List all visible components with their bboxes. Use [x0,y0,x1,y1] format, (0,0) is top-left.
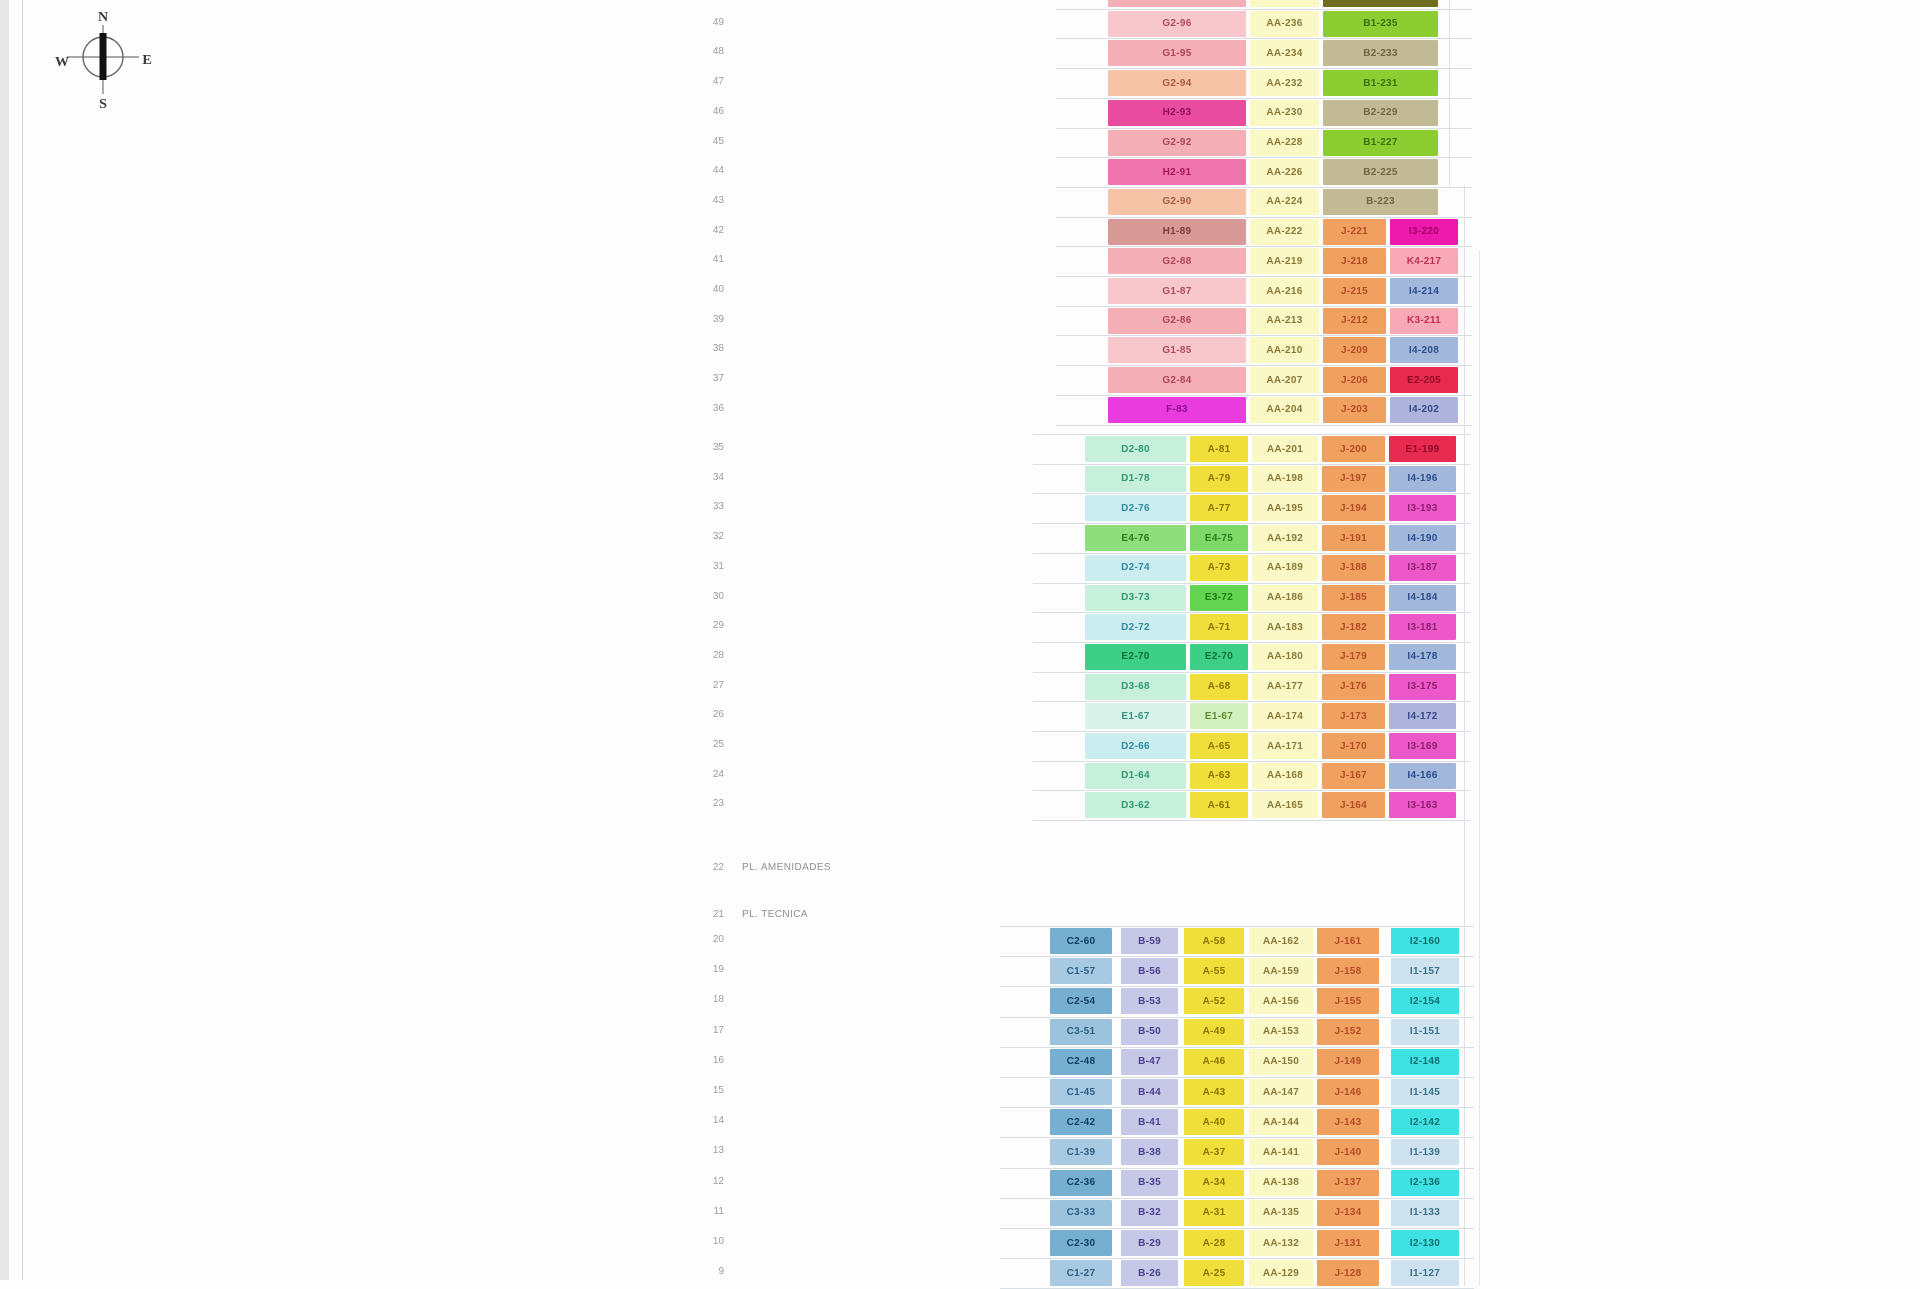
unit-cell: AA-228 [1250,130,1319,156]
floor-number: 39 [712,313,724,325]
unit-cell: J-143 [1317,1109,1379,1135]
unit-cell: I2-148 [1391,1049,1459,1075]
unit-cell: E1-67 [1190,703,1248,729]
unit-cell: AA-147 [1249,1079,1313,1105]
floor-number: 16 [712,1054,724,1066]
unit-cell [1250,0,1319,7]
unit-cell: B-56 [1121,958,1178,984]
floor-line [1033,672,1470,673]
unit-cell: J-221 [1323,219,1386,245]
unit-cell: AA-153 [1249,1019,1313,1045]
unit-cell: B-41 [1121,1109,1178,1135]
unit-cell: E2-70 [1190,644,1248,670]
unit-cell: D1-64 [1085,763,1186,789]
unit-cell: C1-27 [1050,1260,1112,1286]
floor-number: 28 [712,649,724,661]
unit-cell: AA-232 [1250,70,1319,96]
unit-cell: I2-154 [1391,988,1459,1014]
unit-cell: AA-138 [1249,1170,1313,1196]
unit-cell: G1-85 [1108,337,1246,363]
unit-cell: I2-160 [1391,928,1459,954]
floor-line [1000,926,1474,927]
unit-cell: J-209 [1323,337,1386,363]
unit-cell: J-200 [1322,436,1385,462]
floor-number: 33 [712,501,724,513]
unit-cell: H1-89 [1108,219,1246,245]
floor-line [1056,425,1472,426]
floor-line [1056,395,1472,396]
floor-number: 40 [712,284,724,295]
floor-number: 22 [712,862,724,873]
floor-number: 17 [712,1024,724,1036]
floor-line [1056,38,1472,39]
unit-cell: AA-224 [1250,189,1319,215]
unit-cell: C2-54 [1050,988,1112,1014]
unit-cell: D2-76 [1085,495,1186,521]
unit-cell: D3-62 [1085,792,1186,818]
unit-cell: I1-127 [1391,1260,1459,1286]
floor-number: 31 [712,560,724,572]
unit-cell: C2-60 [1050,928,1112,954]
unit-cell [1323,0,1438,7]
facade-edge-line [1464,186,1465,1286]
floor-number: 41 [712,254,724,266]
floor-number: 29 [712,620,724,632]
floor-line [1000,1017,1474,1018]
unit-cell: A-37 [1184,1139,1244,1165]
unit-cell: J-197 [1322,466,1385,492]
floor-line [1033,642,1470,643]
unit-cell: B-32 [1121,1200,1178,1226]
unit-cell: A-31 [1184,1200,1244,1226]
unit-cell: J-164 [1322,792,1385,818]
unit-cell: C3-51 [1050,1019,1112,1045]
sheet-edge-line [22,0,23,1280]
unit-cell: AA-192 [1252,525,1318,551]
floor-number: 42 [712,224,724,236]
unit-cell: K4-217 [1390,248,1458,274]
unit-cell: D2-74 [1085,555,1186,581]
unit-cell: I3-187 [1389,555,1456,581]
unit-cell: D2-72 [1085,614,1186,640]
unit-cell: B-223 [1323,189,1438,215]
floor-number: 30 [712,590,724,602]
floor-line [1000,1198,1474,1199]
compass-label-west: W [55,55,69,70]
floor-number: 27 [712,679,724,691]
unit-cell: I4-178 [1389,644,1456,670]
floor-line [1056,276,1472,277]
floor-number: 47 [712,76,724,88]
floor-line [1056,9,1472,10]
unit-cell: AA-210 [1250,337,1319,363]
floor-note: PL. AMENIDADES [742,862,831,873]
unit-cell: J-215 [1323,278,1386,304]
floor-number: 38 [712,343,724,355]
unit-cell: D2-80 [1085,436,1186,462]
unit-cell: B-38 [1121,1139,1178,1165]
unit-cell: A-63 [1190,763,1248,789]
floor-note: PL. TECNICA [742,909,808,920]
unit-cell: F-83 [1108,397,1246,423]
unit-cell: AA-226 [1250,159,1319,185]
unit-cell: AA-216 [1250,278,1319,304]
unit-cell: I4-184 [1389,585,1456,611]
unit-cell: I1-145 [1391,1079,1459,1105]
unit-cell: C3-33 [1050,1200,1112,1226]
floor-number: 48 [712,46,724,58]
unit-cell: E4-75 [1190,525,1248,551]
unit-cell: AA-144 [1249,1109,1313,1135]
unit-cell: J-140 [1317,1139,1379,1165]
unit-cell: A-81 [1190,436,1248,462]
unit-cell: A-28 [1184,1230,1244,1256]
unit-cell: C1-39 [1050,1139,1112,1165]
floor-line [1056,217,1472,218]
unit-cell: I3-220 [1390,219,1458,245]
unit-cell: AA-183 [1252,614,1318,640]
unit-cell: G2-94 [1108,70,1246,96]
unit-cell: D3-68 [1085,674,1186,700]
floor-number: 45 [712,135,724,147]
unit-cell: I3-169 [1389,733,1456,759]
floor-number: 35 [712,442,724,453]
unit-cell: E2-205 [1390,367,1458,393]
floor-line [1056,68,1472,69]
floor-line [1033,790,1470,791]
unit-cell: A-77 [1190,495,1248,521]
floor-number: 24 [712,768,724,780]
unit-cell: AA-168 [1252,763,1318,789]
unit-cell: E3-72 [1190,585,1248,611]
unit-cell: D1-78 [1085,466,1186,492]
unit-cell: B-35 [1121,1170,1178,1196]
unit-cell: A-34 [1184,1170,1244,1196]
unit-cell: A-68 [1190,674,1248,700]
floor-number: 26 [712,709,724,721]
unit-cell: J-146 [1317,1079,1379,1105]
unit-cell: AA-177 [1252,674,1318,700]
unit-cell: G1-95 [1108,40,1246,66]
unit-cell: I3-181 [1389,614,1456,640]
unit-cell: J-176 [1322,674,1385,700]
unit-cell: E1-199 [1389,436,1456,462]
unit-cell: D2-66 [1085,733,1186,759]
unit-cell: A-71 [1190,614,1248,640]
unit-cell: I4-214 [1390,278,1458,304]
unit-cell: A-25 [1184,1260,1244,1286]
unit-cell: AA-201 [1252,436,1318,462]
unit-cell: C2-42 [1050,1109,1112,1135]
unit-cell: B-47 [1121,1049,1178,1075]
compass-rose [55,4,155,110]
floor-line [1033,493,1470,494]
unit-cell: J-161 [1317,928,1379,954]
unit-cell: B-44 [1121,1079,1178,1105]
floor-number: 34 [712,471,724,483]
unit-cell: C1-57 [1050,958,1112,984]
unit-cell: AA-174 [1252,703,1318,729]
unit-cell: J-194 [1322,495,1385,521]
unit-cell: J-128 [1317,1260,1379,1286]
floor-line [1056,365,1472,366]
unit-cell: I2-142 [1391,1109,1459,1135]
unit-cell: B-59 [1121,928,1178,954]
unit-cell: I4-196 [1389,466,1456,492]
unit-cell: B-53 [1121,988,1178,1014]
unit-cell: E4-76 [1085,525,1186,551]
unit-cell: J-182 [1322,614,1385,640]
floor-line [1033,761,1470,762]
unit-cell: J-134 [1317,1200,1379,1226]
unit-cell: A-40 [1184,1109,1244,1135]
unit-cell: A-73 [1190,555,1248,581]
unit-cell: AA-165 [1252,792,1318,818]
unit-cell [1108,0,1246,7]
unit-cell: G2-92 [1108,130,1246,156]
unit-cell: A-65 [1190,733,1248,759]
unit-cell: A-58 [1184,928,1244,954]
unit-cell: E2-70 [1085,644,1186,670]
unit-cell: G2-88 [1108,248,1246,274]
floor-number: 49 [712,16,724,28]
unit-cell: AA-198 [1252,466,1318,492]
compass-label-south: S [99,97,107,110]
unit-cell: AA-207 [1250,367,1319,393]
unit-cell: AA-171 [1252,733,1318,759]
floor-number: 46 [712,105,724,117]
unit-cell: I1-139 [1391,1139,1459,1165]
floor-number: 14 [712,1115,724,1127]
unit-cell: AA-141 [1249,1139,1313,1165]
unit-cell: B1-235 [1323,11,1438,37]
floor-number: 43 [712,194,724,206]
floor-number: 25 [712,739,724,750]
unit-cell: AA-219 [1250,248,1319,274]
floor-line [1056,306,1472,307]
unit-cell: I4-172 [1389,703,1456,729]
unit-cell: H2-93 [1108,100,1246,126]
compass-label-east: E [142,53,152,68]
unit-cell: C1-45 [1050,1079,1112,1105]
unit-cell: I4-166 [1389,763,1456,789]
floor-line [1033,553,1470,554]
unit-cell: J-155 [1317,988,1379,1014]
unit-cell: I4-208 [1390,337,1458,363]
unit-cell: C2-36 [1050,1170,1112,1196]
floor-line [1056,128,1472,129]
floor-number: 13 [712,1145,724,1157]
unit-cell: B-50 [1121,1019,1178,1045]
floor-line [1000,986,1474,987]
unit-cell: G2-96 [1108,11,1246,37]
floor-line [1000,1077,1474,1078]
unit-cell: AA-132 [1249,1230,1313,1256]
unit-cell: AA-159 [1249,958,1313,984]
unit-cell: AA-195 [1252,495,1318,521]
unit-cell: J-185 [1322,585,1385,611]
floor-line [1033,820,1470,821]
unit-cell: I1-157 [1391,958,1459,984]
unit-cell: J-191 [1322,525,1385,551]
unit-cell: G2-86 [1108,308,1246,334]
floor-line [1056,335,1472,336]
unit-cell: AA-150 [1249,1049,1313,1075]
unit-cell: K3-211 [1390,308,1458,334]
unit-cell: AA-186 [1252,585,1318,611]
unit-cell: AA-129 [1249,1260,1313,1286]
unit-cell: J-212 [1323,308,1386,334]
floor-number: 20 [712,934,724,945]
unit-cell: G2-84 [1108,367,1246,393]
unit-cell: A-79 [1190,466,1248,492]
floor-number: 15 [712,1085,724,1096]
floor-line [1000,1228,1474,1229]
floor-line [1033,583,1470,584]
unit-cell: J-152 [1317,1019,1379,1045]
floor-line [1033,464,1470,465]
unit-cell: A-61 [1190,792,1248,818]
floor-line [1033,612,1470,613]
unit-cell: B2-225 [1323,159,1438,185]
compass-needle [100,33,107,80]
floor-number: 21 [712,909,724,920]
floor-number: 11 [713,1205,724,1217]
floor-line [1033,523,1470,524]
unit-cell: I3-175 [1389,674,1456,700]
unit-cell: AA-222 [1250,219,1319,245]
floor-line [1000,1137,1474,1138]
unit-cell: E1-67 [1085,703,1186,729]
floor-line [1033,701,1470,702]
unit-cell: A-46 [1184,1049,1244,1075]
floor-line [1056,187,1472,188]
floor-number: 10 [712,1236,724,1247]
floor-number: 9 [718,1266,724,1278]
unit-cell: J-173 [1322,703,1385,729]
unit-cell: AA-204 [1250,397,1319,423]
unit-cell: C2-30 [1050,1230,1112,1256]
floor-number: 18 [712,994,724,1006]
unit-cell: I2-130 [1391,1230,1459,1256]
compass-label-north: N [97,10,109,25]
unit-cell: AA-180 [1252,644,1318,670]
floor-line [1000,1168,1474,1169]
floor-number: 23 [712,798,724,810]
floor-line [1056,98,1472,99]
unit-cell: I3-193 [1389,495,1456,521]
facade-edge-line [1479,250,1480,1286]
unit-cell: G2-90 [1108,189,1246,215]
unit-cell: C2-48 [1050,1049,1112,1075]
unit-cell: A-52 [1184,988,1244,1014]
unit-cell: A-43 [1184,1079,1244,1105]
unit-cell: J-131 [1317,1230,1379,1256]
floor-number: 12 [712,1175,724,1187]
unit-cell: I4-202 [1390,397,1458,423]
floor-number: 19 [712,964,724,976]
unit-cell: B2-229 [1323,100,1438,126]
unit-cell: AA-234 [1250,40,1319,66]
unit-cell: B1-231 [1323,70,1438,96]
unit-cell: J-179 [1322,644,1385,670]
unit-cell: D3-73 [1085,585,1186,611]
floor-line [1000,1258,1474,1259]
unit-cell: AA-156 [1249,988,1313,1014]
floor-line [1056,246,1472,247]
unit-cell: B1-227 [1323,130,1438,156]
floor-line [1000,1107,1474,1108]
floor-line [1000,1047,1474,1048]
unit-cell: AA-189 [1252,555,1318,581]
unit-cell: I4-190 [1389,525,1456,551]
unit-cell: J-137 [1317,1170,1379,1196]
unit-cell: I1-151 [1391,1019,1459,1045]
unit-cell: AA-162 [1249,928,1313,954]
unit-cell: AA-236 [1250,11,1319,37]
unit-cell: AA-213 [1250,308,1319,334]
floor-line [1000,956,1474,957]
unit-cell: AA-135 [1249,1200,1313,1226]
floor-line [1033,731,1470,732]
unit-cell: J-167 [1322,763,1385,789]
unit-cell: B-29 [1121,1230,1178,1256]
unit-cell: I1-133 [1391,1200,1459,1226]
floor-line [1033,434,1470,435]
unit-cell: A-49 [1184,1019,1244,1045]
unit-cell: J-170 [1322,733,1385,759]
unit-cell: I3-163 [1389,792,1456,818]
unit-cell: J-188 [1322,555,1385,581]
unit-cell: J-149 [1317,1049,1379,1075]
sheet-edge-band [0,0,9,1280]
floor-number: 37 [712,373,724,385]
unit-cell: AA-230 [1250,100,1319,126]
unit-cell: I2-136 [1391,1170,1459,1196]
unit-cell: A-55 [1184,958,1244,984]
unit-cell: H2-91 [1108,159,1246,185]
unit-cell: B-26 [1121,1260,1178,1286]
unit-cell: J-203 [1323,397,1386,423]
floor-number: 44 [712,165,724,177]
unit-cell: B2-233 [1323,40,1438,66]
unit-cell: J-206 [1323,367,1386,393]
unit-cell: J-158 [1317,958,1379,984]
floor-number: 36 [712,402,724,414]
floor-number: 32 [712,531,724,543]
floor-line [1056,157,1472,158]
unit-cell: G1-87 [1108,278,1246,304]
unit-cell: J-218 [1323,248,1386,274]
